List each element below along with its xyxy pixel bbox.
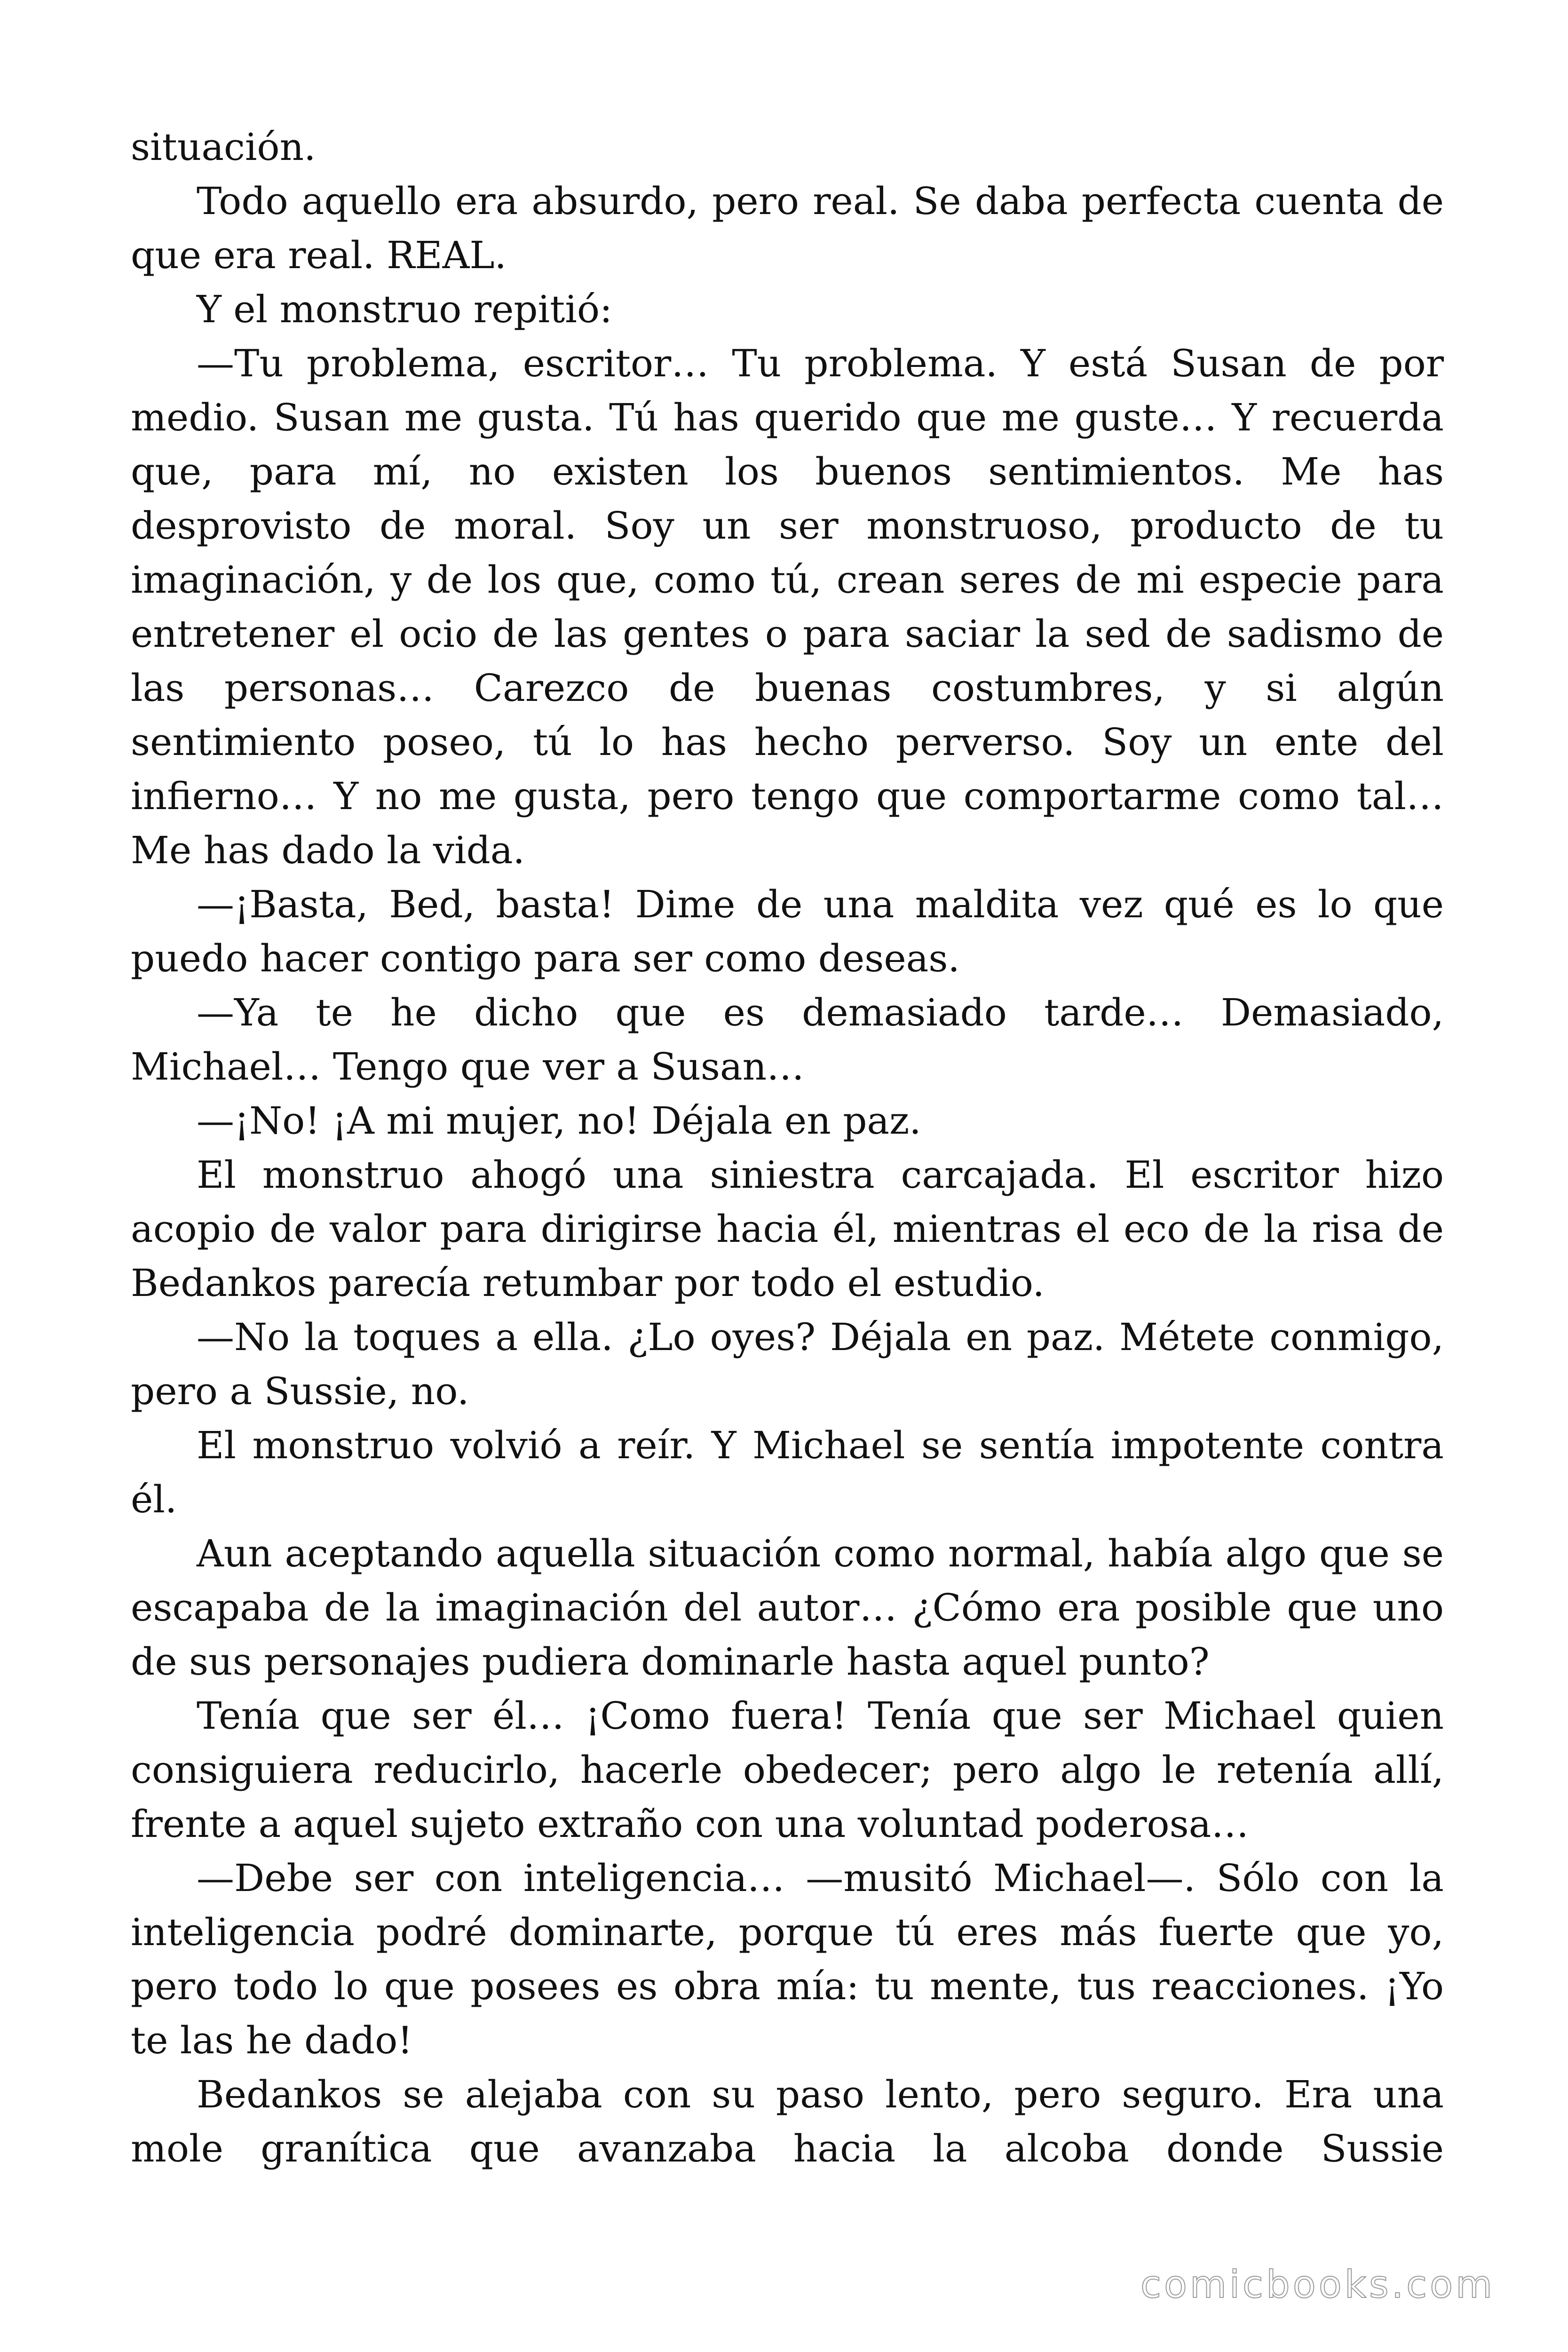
paragraph-1: situación. [131,125,316,169]
paragraph-10: El monstruo volvió a reír. Y Michael se sentía impotente contra él. [131,1423,1444,1521]
paragraph-2: Todo aquello era absurdo, pero real. Se daba perfecta cuenta de que era real. REAL. [131,179,1444,277]
paragraph-14: Bedankos se alejaba con su paso lento, pero seguro. Era una mole granítica que avanzaba hacia la alcoba donde Sussie [131,2073,1444,2170]
paragraph-6: —Ya te he dicho que es demasiado tarde… Demasiado, Michael… Tengo que ver a Susan… [131,991,1444,1089]
paragraph-7: —¡No! ¡A mi mujer, no! Déjala en paz. [197,1099,921,1143]
paragraph-5: —¡Basta, Bed, basta! Dime de una maldita vez qué es lo que puedo hacer contigo para ser como deseas. [131,882,1444,980]
book-page-text [131,120,1444,2176]
paragraph-3: Y el monstruo repitió: [197,287,612,331]
paragraph-13: —Debe ser con inteligencia… —musitó Michael—. Sólo con la inteligencia podré dominarte, porque tú eres más fuerte que yo, pero todo lo que posees es obra mía: tu mente, tus reacciones. ¡Yo te las he dado! [131,1856,1444,2062]
paragraph-8: El monstruo ahogó una siniestra carcajada. El escritor hizo acopio de valor para dirigirse hacia él, mientras el eco de la risa de Bedankos parecía retumbar por todo el estudio. [131,1153,1444,1305]
watermark: comicbooks.com [1140,2263,1495,2306]
paragraph-9: —No la toques a ella. ¿Lo oyes? Déjala en paz. Métete conmigo, pero a Sussie, no. [131,1315,1444,1413]
paragraph-11: Aun aceptando aquella situación como normal, había algo que se escapaba de la imaginación del autor… ¿Cómo era posible que uno de sus personajes pudiera dominarle hasta aquel punto? [131,1532,1444,1684]
paragraph-12: Tenía que ser él… ¡Como fuera! Tenía que ser Michael quien consiguiera reducirlo, hacerle obedecer; pero algo le retenía allí, frente a aquel sujeto extraño con una voluntad poderosa… [131,1694,1444,1846]
paragraph-4: —Tu problema, escritor… Tu problema. Y está Susan de por medio. Susan me gusta. Tú has querido que me guste… Y recuerda que, para mí, no existen los buenos sentimientos. Me has desprovisto de moral. Soy un ser monstruoso, producto de tu imaginación, y de los que, como tú, crean seres de mi especie para entretener el ocio de las gentes o para saciar la sed de sadismo de las personas… Carezco de buenas costumbres, y si algún sentimiento poseo, tú lo has hecho perverso. Soy un ente del infierno… Y no me gusta, pero tengo que comportarme como tal… Me has dado la vida. [131,342,1444,872]
